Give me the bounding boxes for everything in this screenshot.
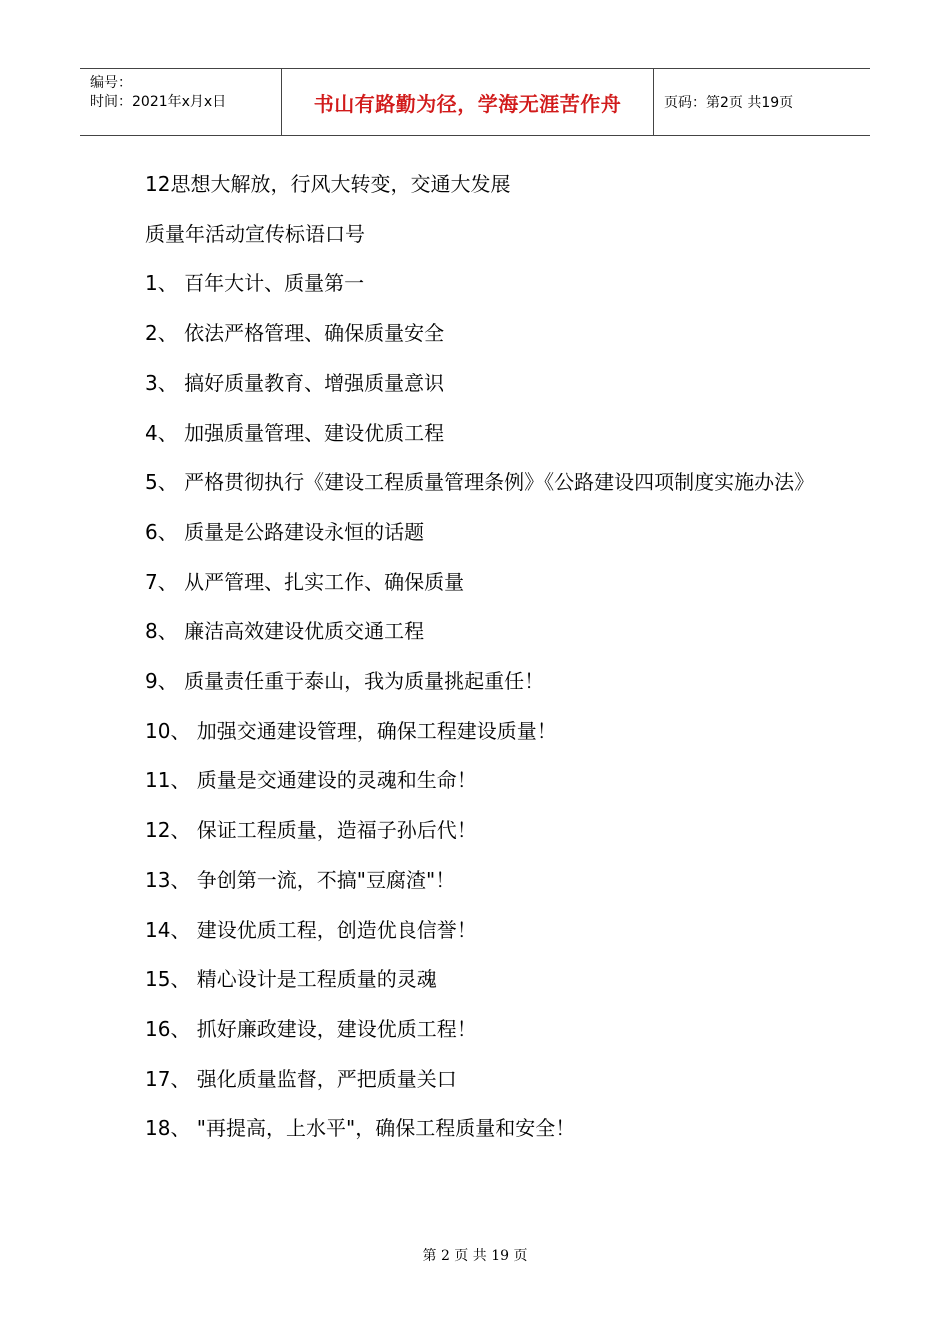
page-footer: 第 2 页 共 19 页 <box>422 1248 528 1264</box>
slogan-item: 12、 保证工程质量，造福子孙后代！ <box>145 818 477 843</box>
slogan-item: 6、 质量是公路建设永恒的话题 <box>145 519 425 544</box>
header-info-cell <box>80 69 282 135</box>
slogan-item: 2、 依法严格管理、确保质量安全 <box>145 321 445 346</box>
slogan-item: 8、 廉洁高效建设优质交通工程 <box>145 619 425 644</box>
slogan-item: 5、 严格贯彻执行《建设工程质量管理条例》《公路建设四项制度实施办法》 <box>145 470 815 495</box>
slogan-item: 16、 抓好廉政建设，建设优质工程！ <box>145 1016 477 1041</box>
slogan-item: 3、 搞好质量教育、增强质量意识 <box>145 370 445 395</box>
header-motto: 书山有路勤为径，学海无涯苦作舟 <box>282 69 654 135</box>
doc-number-label: 编号： <box>90 75 132 91</box>
doc-date-label: 时间：2021年x月x日 <box>90 94 227 110</box>
slogan-item: 1、 百年大计、质量第一 <box>145 271 365 296</box>
slogan-item: 17、 强化质量监督，严把质量关口 <box>145 1066 457 1091</box>
body-line-heading: 12思想大解放，行风大转变，交通大发展 <box>145 172 511 196</box>
body-line-title: 质量年活动宣传标语口号 <box>145 221 365 246</box>
slogan-item: 10、 加强交通建设管理，确保工程建设质量！ <box>145 718 557 743</box>
slogan-item: 9、 质量责任重于泰山，我为质量挑起重任！ <box>145 669 545 694</box>
slogan-item: 18、 "再提高，上水平"，确保工程质量和安全！ <box>145 1116 576 1141</box>
slogan-item: 13、 争创第一流，不搞"豆腐渣"！ <box>145 867 456 892</box>
slogan-item: 14、 建设优质工程，创造优良信誉！ <box>145 917 477 942</box>
slogan-item: 4、 加强质量管理、建设优质工程 <box>145 420 445 445</box>
header-page-info: 页码：第2页 共19页 <box>664 95 794 111</box>
page-header <box>80 68 870 136</box>
slogan-item: 15、 精心设计是工程质量的灵魂 <box>145 967 437 992</box>
slogan-item: 7、 从严管理、扎实工作、确保质量 <box>145 569 465 594</box>
document-body <box>145 160 825 1154</box>
slogan-item: 11、 质量是交通建设的灵魂和生命！ <box>145 768 477 793</box>
